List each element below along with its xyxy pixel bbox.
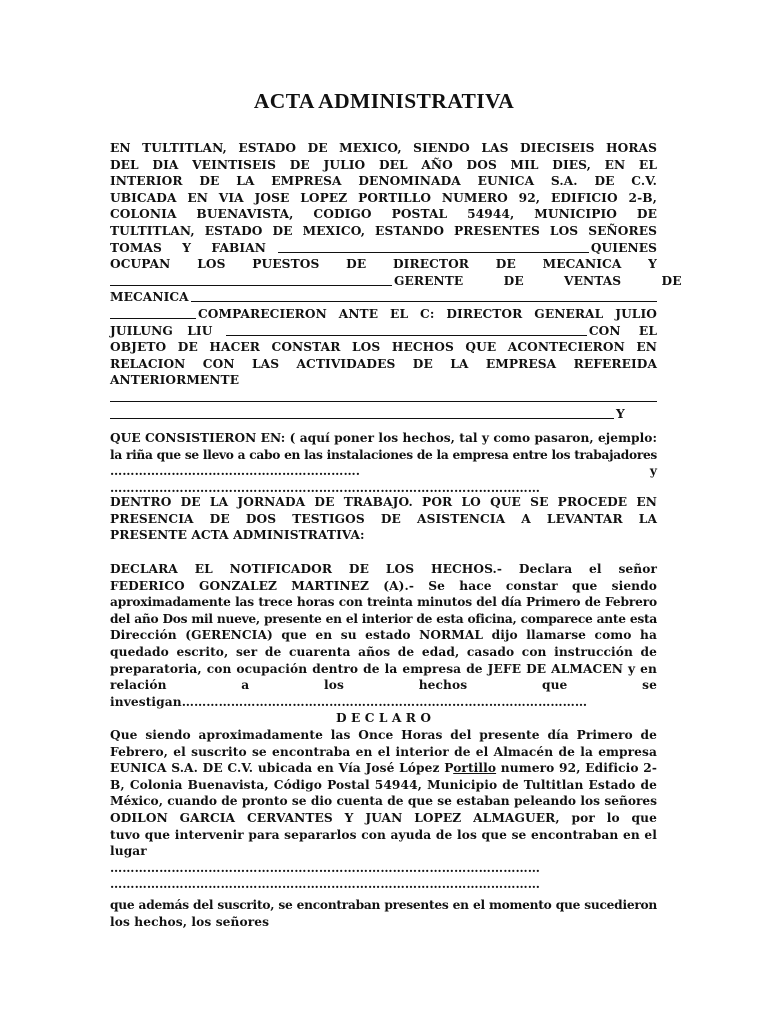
text-line: PRESENCIA DE DOS TESTIGOS DE ASISTENCIA A LEVANTAR LA [110,511,657,526]
blank-line [278,240,589,253]
declaration-intro-paragraph [110,561,657,727]
text-fragment: CON EL [588,323,657,338]
text-fragment: QUIENES [590,240,657,255]
text-line: Dirección (GERENCIA) que en su estado NORMAL dijo llamarse como ha [110,628,657,643]
text-fragment: a [241,678,250,693]
text-fragment: y [649,464,657,479]
witnesses-paragraph [110,897,657,930]
text-fragment: GERENTE DE VENTAS DE [394,273,682,288]
text-line: aproximadamente las trece horas con treinta minutos del día Primero de Febrero [110,595,657,610]
blank-line [110,389,657,402]
blank-line [110,273,392,286]
text-line: Que siendo aproximadamente las Once Horas del presente día Primero de [110,728,657,742]
text-fragment: se [642,678,657,693]
text-line [110,240,657,257]
text-line: OCUPAN LOS PUESTOS DE DIRECTOR DE MECANICA Y [110,257,657,272]
blank-line [191,289,657,302]
blank-row [110,389,657,406]
facts-paragraph [110,430,657,496]
text-fragment: hechos [418,678,468,693]
text-fragment: los [324,678,344,693]
text-line: ANTERIORMENTE [110,373,240,388]
text-line: RELACION CON LAS ACTIVIDADES DE LA EMPRESA REFEREIDA [110,356,657,371]
text-line: ODILON GARCIA CERVANTES Y JUAN LOPEZ ALMAGUER, por lo que [110,810,657,825]
text-line: Febrero, el suscrito se encontraba en el interior de el Almacén de la empresa [110,744,657,759]
text-line: preparatoria, con ocupación dentro de la empresa de JEFE DE ALMACEN y en [110,661,657,676]
text-line: quedado escrito, ser de cuarenta años de edad, casado con instrucción de [110,644,657,659]
text-line: INTERIOR DE LA EMPRESA DENOMINADA EUNICA S.A. DE C.V. [110,174,657,189]
text-line: tuvo que intervenir para separarlos con ayuda de los que se encontraban en el [110,827,657,842]
text-fragment: numero 92, Edificio 2- [496,761,657,776]
text-line: DECLARA EL NOTIFICADOR DE LOS HECHOS.- Declara el señor [110,562,657,576]
text-line: los hechos, los señores [110,914,270,929]
text-fragment: que [541,678,568,693]
blank-line [226,323,586,336]
text-line: México, cuando de pronto se dio cuenta de que se estaban peleando los señores [110,794,657,809]
text-line: lugar [110,844,147,859]
text-line [110,323,657,340]
text-fragment: COMPARECIERON ANTE EL C: DIRECTOR GENERAL JULIO [198,306,657,321]
text-line [110,463,657,480]
text-line: investigan……………………………………………………………………………………… [110,694,588,709]
text-line: …………………………………………………………………………………………… [110,860,541,875]
text-line: FEDERICO GONZALEZ MARTINEZ (A).- Se hace constar que siendo [110,578,657,593]
text-line [110,406,657,423]
text-line: …………………………………………………………………………………………… [110,877,541,892]
text-fragment: MECANICA [110,290,189,305]
blank-line [110,406,614,419]
text-line [110,273,682,290]
procedure-paragraph [110,494,657,544]
text-line: la riña que se llevo a cabo en las instalaciones de la empresa entre los trabajadores [110,447,657,462]
blank-line [110,306,196,319]
text-line: DENTRO DE LA JORNADA DE TRABAJO. POR LO QUE SE PROCEDE EN [110,495,657,509]
declaro-heading: D E C L A R O [335,711,432,726]
text-fragment: TOMAS Y FABIAN [110,240,267,255]
text-fragment: relación [110,678,167,693]
text-fragment: EUNICA S.A. DE C.V. ubicada en Vía José López P [110,761,454,776]
text-line: …………………………………………………………………………………………… [110,480,541,495]
underlined-text: ortillo [453,761,497,776]
text-line: B, Colonia Buenavista, Código Postal 54944, Municipio de Tultitlan Estado de [110,777,657,792]
intro-paragraph [110,140,682,422]
text-fragment: JUILUNG LIU [110,323,213,338]
text-line: DEL DIA VEINTISEIS DE JULIO DEL AÑO DOS MIL DIES, EN EL [110,157,657,172]
text-fragment: Y [616,406,625,421]
text-line [110,289,657,306]
text-line [110,306,657,323]
text-line: del año Dos mil nueve, presente en el interior de esta oficina, comparece ante esta [110,611,657,626]
text-line: UBICADA EN VIA JOSE LOPEZ PORTILLO NUMERO 92, EDIFICIO 2-B, [110,190,657,205]
text-line: que además del suscrito, se encontraban presentes en el momento que sucedieron [110,898,657,912]
text-line [110,760,657,777]
text-line: PRESENTE ACTA ADMINISTRATIVA: [110,528,365,543]
text-line: TULTITLAN, ESTADO DE MEXICO, ESTANDO PRESENTES LOS SEÑORES [110,223,657,238]
text-line: COLONIA BUENAVISTA, CODIGO POSTAL 54944, MUNICIPIO DE [110,207,657,222]
text-line: OBJETO DE HACER CONSTAR LOS HECHOS QUE ACONTECIERON EN [110,340,657,355]
text-line: QUE CONSISTIERON EN: ( aquí poner los hechos, tal y como pasaron, ejemplo: [110,431,657,445]
text-line [110,677,657,694]
text-fragment: ……………………………………………………. [110,464,361,479]
text-line: EN TULTITLAN, ESTADO DE MEXICO, SIENDO LAS DIECISEIS HORAS [110,141,657,155]
document-title: ACTA ADMINISTRATIVA [253,89,515,113]
declaration-paragraph [110,727,657,893]
